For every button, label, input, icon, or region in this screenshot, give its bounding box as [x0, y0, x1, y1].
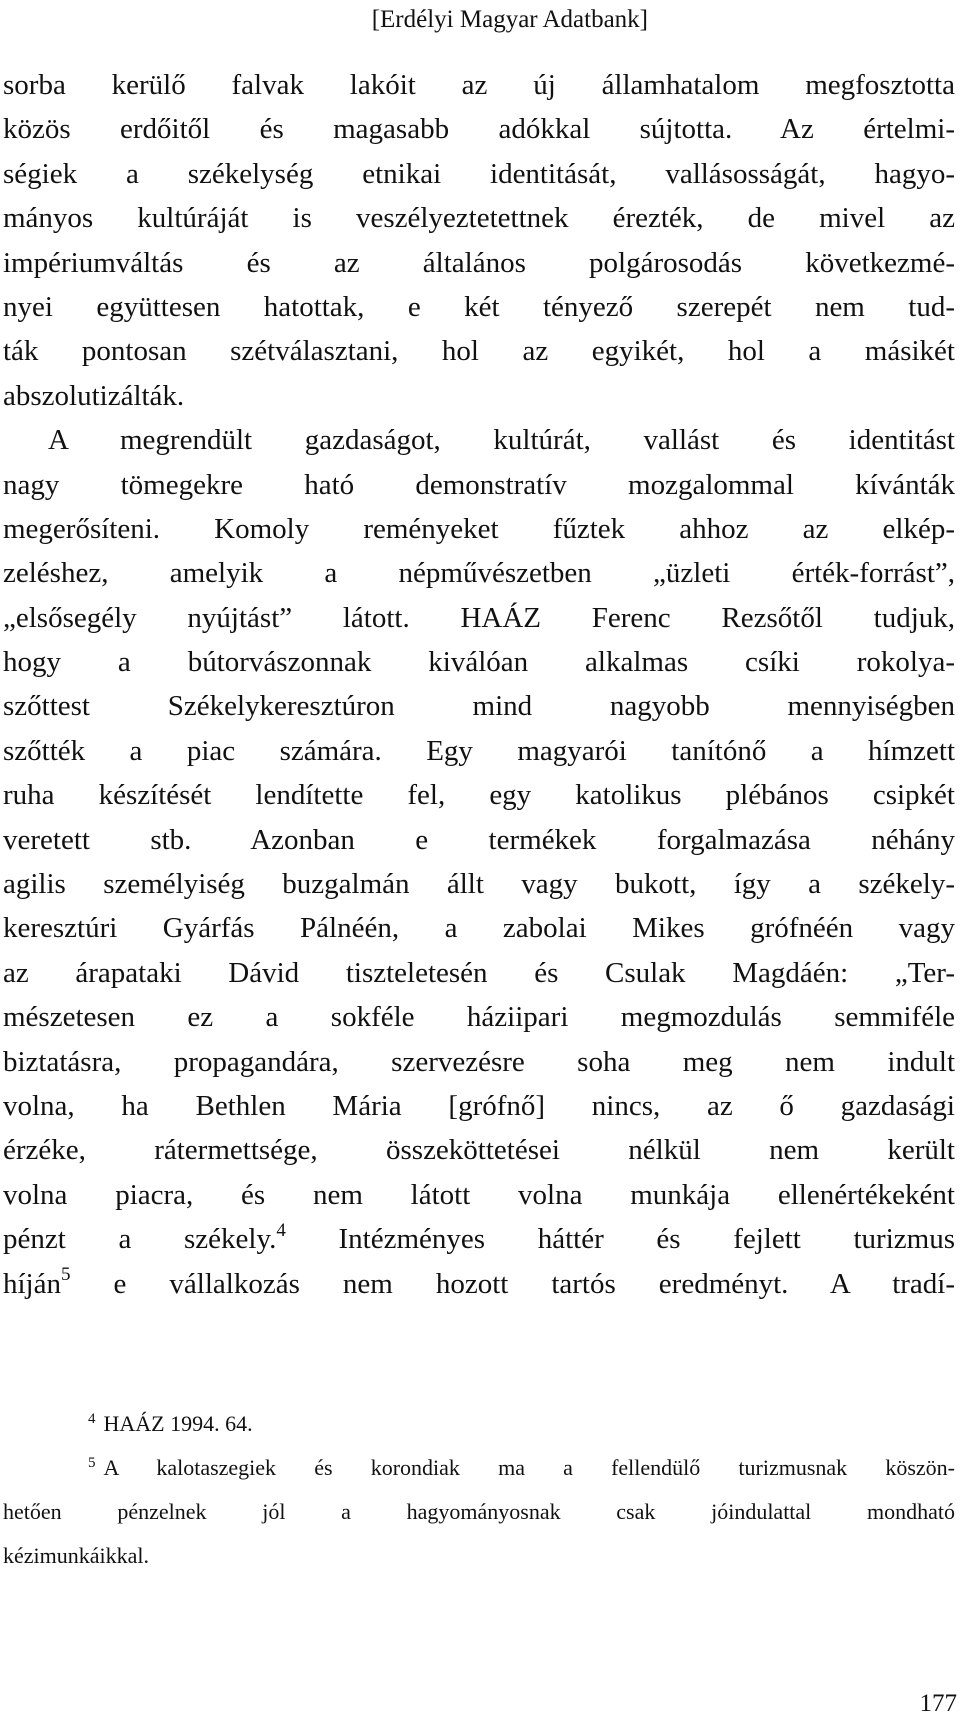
- text-segment: híján: [3, 1267, 61, 1300]
- text-line: ták pontosan szétválasztani, hol az egyikét, hol a másikét: [3, 335, 955, 368]
- text-line: impériumváltás és az általános polgárosodás következmé-: [3, 246, 955, 279]
- text-line: szőttest Székelykeresztúron mind nagyobb mennyiségben: [3, 690, 955, 723]
- text-line: „elsősegély nyújtást” látott. HAÁZ Ferenc Rezsőtől tudjuk,: [3, 601, 955, 634]
- footnote-ref-4[interactable]: 4: [276, 1219, 286, 1241]
- footnote-text: A kalotaszegiek és korondiak ma a fellendülő turizmusnak köszön-: [103, 1455, 955, 1480]
- paragraph-start-line: A megrendült gazdaságot, kultúrát, vallást és identitást: [48, 424, 955, 457]
- footnote-ref-5[interactable]: 5: [61, 1263, 71, 1285]
- footnote-continuation: kézimunkáikkal.: [3, 1543, 150, 1568]
- text-line: volna piacra, és nem látott volna munkája ellenértékeként: [3, 1178, 955, 1211]
- text-line: érzéke, rátermettsége, összeköttetései nélkül nem került: [3, 1134, 955, 1167]
- text-line: keresztúri Gyárfás Pálnéén, a zabolai Mikes grófnéén vagy: [3, 912, 955, 945]
- text-line: az árapataki Dávid tiszteletesén és Csulak Magdáén: „Ter-: [3, 956, 955, 989]
- footnote-marker: 4: [88, 1411, 96, 1427]
- text-line: volna, ha Bethlen Mária [grófnő] nincs, az ő gazdasági: [3, 1089, 955, 1122]
- text-line: sorba kerülő falvak lakóit az új államhatalom megfosztotta: [3, 69, 955, 101]
- text-line: agilis személyiség buzgalmán állt vagy bukott, így a székely-: [3, 868, 955, 901]
- footnote-continuation: hetően pénzelnek jól a hagyományosnak csak jóindulattal mondható: [3, 1499, 955, 1524]
- footnote-5: [3, 1446, 955, 1490]
- text-line-with-footnote-ref: [3, 1217, 955, 1261]
- text-segment: Intézményes háttér és fejlett turizmus: [338, 1223, 955, 1256]
- text-line: ségiek a székelység etnikai identitását, vallásosságát, hagyo-: [3, 157, 955, 190]
- footnote-4: [3, 1402, 955, 1446]
- text-segment: e vállalkozás nem hozott tartós eredményt. A tradí-: [113, 1267, 956, 1300]
- text-line: szőtték a piac számára. Egy magyarói tanítónő a hímzett: [3, 734, 955, 767]
- text-line: biztatásra, propagandára, szervezésre soha meg nem indult: [3, 1045, 955, 1078]
- text-line: zeléshez, amelyik a népművészetben „üzleti érték-forrást”,: [3, 557, 955, 590]
- text-segment: pénzt a székely.: [3, 1223, 277, 1256]
- page-number: 177: [919, 1690, 957, 1717]
- text-line: nagy tömegekre ható demonstratív mozgalommal kívánták: [3, 468, 955, 501]
- footnote-text: HAÁZ 1994. 64.: [103, 1411, 253, 1436]
- text-line-with-footnote-ref: [3, 1262, 955, 1306]
- text-line: közös erdőitől és magasabb adókkal sújtotta. Az értelmi-: [3, 113, 955, 146]
- text-line: ruha készítését lendítette fel, egy katolikus plébános csipkét: [3, 779, 955, 812]
- text-line: megerősíteni. Komoly reményeket fűztek ahhoz az elkép-: [3, 512, 955, 545]
- footnote-marker: 5: [88, 1455, 96, 1471]
- source-header: [Erdélyi Magyar Adatbank]: [371, 6, 648, 33]
- text-line: abszolutizálták.: [3, 379, 185, 412]
- text-line: nyei együttesen hatottak, e két tényező szerepét nem tud-: [3, 290, 955, 323]
- text-line: mészetesen ez a sokféle háziipari megmozdulás semmiféle: [3, 1001, 955, 1034]
- text-line: veretett stb. Azonban e termékek forgalmazása néhány: [3, 823, 955, 856]
- text-line: hogy a bútorvászonnak kiválóan alkalmas csíki rokolya-: [3, 646, 955, 679]
- text-line: mányos kultúráját is veszélyeztetettnek érezték, de mivel az: [3, 202, 955, 235]
- main-text: [3, 63, 955, 1306]
- footnotes: [3, 1402, 955, 1578]
